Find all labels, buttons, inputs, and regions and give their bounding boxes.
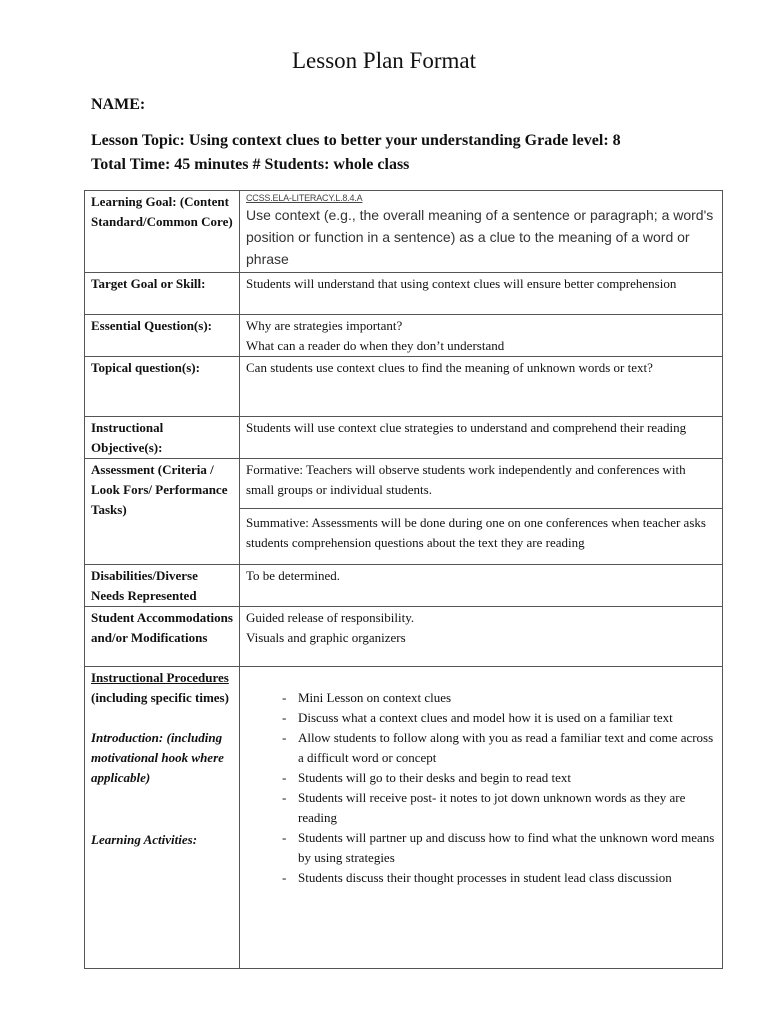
table-row <box>85 417 723 459</box>
table-row <box>85 565 723 607</box>
formative-assessment: Formative: Teachers will observe students work independently and conferences with small groups or individual students. <box>246 462 686 497</box>
list-item: - Discuss what a context clues and model how it is used on a familiar text <box>282 708 716 728</box>
topical-questions-label: Topical question(s): <box>85 357 240 417</box>
table-row <box>85 273 723 315</box>
target-goal-label: Target Goal or Skill: <box>85 273 240 315</box>
accommodation-2: Visuals and graphic organizers <box>246 630 406 645</box>
procedures-list <box>246 688 716 888</box>
lesson-topic-line: Lesson Topic: Using context clues to better your understanding Grade level: 8 <box>91 132 621 149</box>
list-item: - Mini Lesson on context clues <box>282 688 716 708</box>
document-title: Lesson Plan Format <box>292 48 476 73</box>
learning-activities-label: Learning Activities: <box>91 832 198 847</box>
introduction-label: Introduction: (including motivational hook where applicable) <box>91 730 224 785</box>
standard-code-link[interactable]: CCSS.ELA-LITERACY.L.8.4.A <box>246 193 363 203</box>
table-row <box>85 357 723 417</box>
table-row <box>85 459 723 565</box>
essential-question-1: Why are strategies important? <box>246 318 403 333</box>
procedures-value <box>240 667 723 969</box>
essential-questions-label: Essential Question(s): <box>85 315 240 357</box>
assessment-value <box>240 459 723 565</box>
list-item: - Students will go to their desks and begin to read text <box>282 768 716 788</box>
list-item: - Students discuss their thought processes in student lead class discussion <box>282 868 716 888</box>
list-item: - Students will partner up and discuss how to find what the unknown word means by using strategies <box>282 828 716 868</box>
topical-questions-value: Can students use context clues to find the meaning of unknown words or text? <box>240 357 723 417</box>
table-row <box>85 667 723 969</box>
total-time-line: Total Time: 45 minutes # Students: whole class <box>91 156 410 173</box>
list-item: - Allow students to follow along with you as read a familiar text and come across a difficult word or concept <box>282 728 716 768</box>
target-goal-value: Students will understand that using context clues will ensure better comprehension <box>240 273 723 315</box>
name-label: NAME: <box>91 96 146 113</box>
learning-goal-value <box>240 191 723 273</box>
accommodation-1: Guided release of responsibility. <box>246 610 415 625</box>
essential-question-2: What can a reader do when they don’t understand <box>246 338 505 353</box>
disabilities-label: Disabilities/Diverse Needs Represented <box>85 565 240 607</box>
procedures-heading: Instructional Procedures <box>91 670 229 685</box>
assessment-label: Assessment (Criteria / Look Fors/ Performance Tasks) <box>85 459 240 565</box>
table-row <box>85 191 723 273</box>
table-row <box>85 315 723 357</box>
list-item: - Students will receive post- it notes to jot down unknown words as they are reading <box>282 788 716 828</box>
procedures-label <box>85 667 240 969</box>
essential-questions-value <box>240 315 723 357</box>
summative-assessment: Summative: Assessments will be done during one on one conferences when teacher asks students comprehension questions about the text they are reading <box>240 508 722 553</box>
standard-text: Use context (e.g., the overall meaning of a sentence or paragraph; a word's position or function in a sentence) as a clue to the meaning of a word or phrase <box>246 207 714 267</box>
lesson-plan-table <box>84 190 723 969</box>
accommodations-value <box>240 607 723 667</box>
table-row <box>85 607 723 667</box>
learning-goal-label: Learning Goal: (Content Standard/Common Core) <box>85 191 240 273</box>
accommodations-label: Student Accommodations and/or Modifications <box>85 607 240 667</box>
instructional-objectives-value: Students will use context clue strategies to understand and comprehend their reading <box>240 417 723 459</box>
procedures-subheading: (including specific times) <box>91 690 229 705</box>
instructional-objectives-label: Instructional Objective(s): <box>85 417 240 459</box>
disabilities-value: To be determined. <box>240 565 723 607</box>
